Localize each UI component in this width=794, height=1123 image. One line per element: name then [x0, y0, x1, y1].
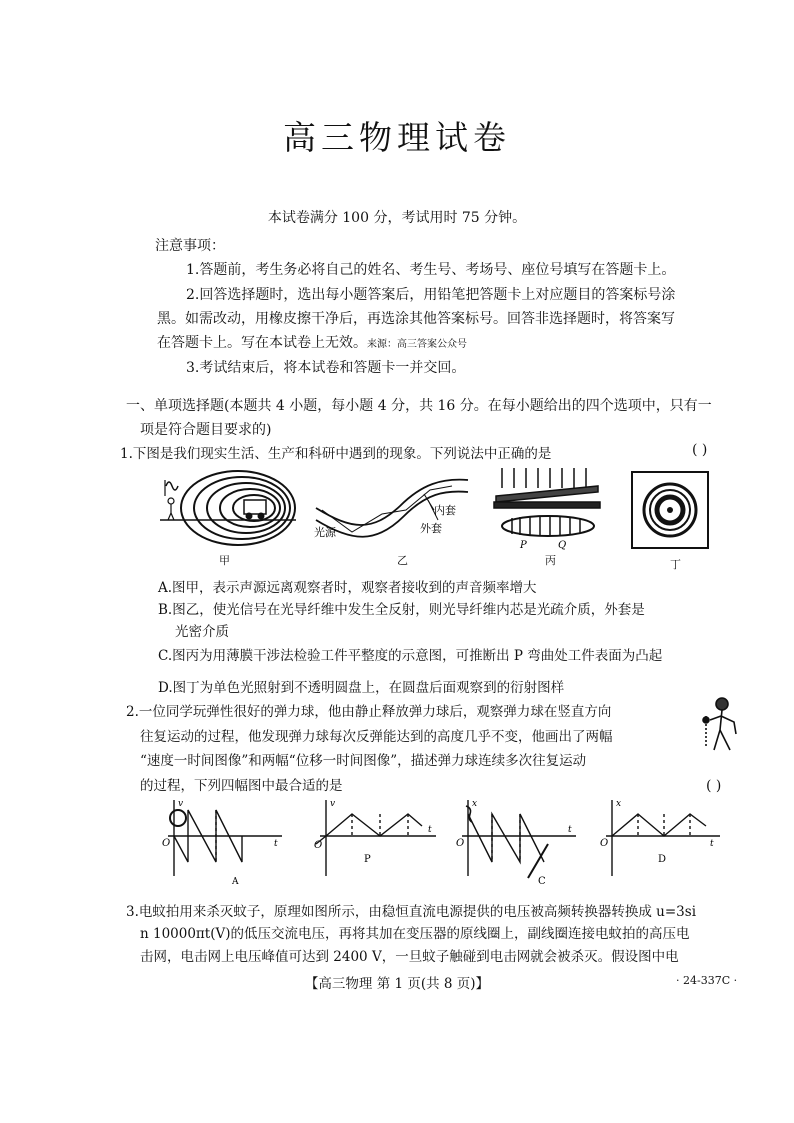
notes-item-1: 1.答题前，考生务必将自己的姓名、考生号、考场号、座位号填写在答题卡上。	[186, 262, 676, 278]
q2-graph-c-axis: x	[472, 799, 478, 809]
q2-graph-b	[312, 796, 442, 886]
q2-line-4: 的过程，下列四幅图中最合适的是	[140, 778, 343, 794]
q3-line-2: n 10000πt(V)的低压交流电压，再将其加在变压器的原线圈上，副线圈连接电蚊拍的高压电	[140, 926, 690, 942]
q2-person-figure	[700, 694, 744, 754]
q1-answer-paren: ( )	[692, 442, 708, 458]
notes-heading: 注意事项：	[155, 238, 225, 254]
q2-graph-d-origin: O	[600, 838, 609, 849]
section-1-line-2: 项是符合题目要求的)	[140, 422, 272, 438]
q2-graph-c-t: t	[568, 825, 572, 835]
q2-graph-a	[158, 796, 288, 886]
q1-option-d: D.图丁为单色光照射到不透明圆盘上，在圆盘后面观察到的衍射图样	[158, 680, 565, 696]
q1-figure-yi	[312, 470, 472, 550]
q1-fig-yi-source: 光源	[314, 526, 336, 539]
q2-graph-b-label: P	[364, 854, 371, 865]
q1-label-ding: 丁	[670, 558, 681, 571]
q2-graph-b-origin: O	[314, 840, 323, 851]
q2-graph-d-t: t	[710, 839, 714, 849]
notes-item-2-line-2: 黑。如需改动，用橡皮擦干净后，再选涂其他答案标号。回答非选择题时，将答案写	[157, 311, 675, 327]
q1-option-a: A.图甲，表示声源远离观察者时，观察者接收到的声音频率增大	[158, 580, 537, 596]
notes-item-3: 3.考试结束后，将本试卷和答题卡一并交回。	[186, 360, 466, 376]
q1-stem: 1.下图是我们现实生活、生产和科研中遇到的现象。下列说法中正确的是	[120, 446, 552, 462]
q2-graph-c	[452, 796, 582, 886]
q1-option-c: C.图丙为用薄膜干涉法检验工件平整度的示意图，可推断出 P 弯曲处工件表面为凸起	[158, 648, 663, 664]
q1-option-b-line-1: B.图乙，使光信号在光导纤维中发生全反射，则光导纤维内芯是光疏介质，外套是	[158, 602, 645, 618]
notes-source: 来源：高三答案公众号	[367, 339, 467, 350]
q1-fig-yi-outer: 外套	[420, 522, 442, 535]
notes-item-2-line-1: 2.回答选择题时，选出每小题答案后，用铅笔把答题卡上对应题目的答案标号涂	[186, 287, 676, 303]
q2-graph-b-t: t	[428, 825, 432, 835]
exam-info: 本试卷满分 100 分，考试用时 75 分钟。	[267, 210, 527, 226]
q1-figure-bing	[490, 466, 604, 550]
paper-code: · 24-337C ·	[676, 974, 738, 987]
q2-line-3: “速度一时间图像”和两幅“位移一时间图像”，描述弹力球连续多次往复运动	[140, 753, 587, 769]
page-footer: 【高三物理 第 1 页(共 8 页)】	[304, 976, 490, 992]
q1-fig-bing-q: Q	[558, 540, 567, 550]
q2-graph-d	[596, 796, 726, 886]
q1-fig-yi-inner: 内套	[434, 504, 456, 517]
q2-line-2: 往复运动的过程，他发现弹力球每次反弹能达到的高度几乎不变，他画出了两幅	[140, 729, 613, 745]
notes-item-2-line-3	[157, 332, 467, 352]
q2-graph-c-label: C	[538, 876, 546, 886]
q1-label-bing: 丙	[545, 554, 556, 567]
q2-graph-d-label: D	[658, 854, 667, 865]
q1-label-yi: 乙	[397, 554, 408, 567]
q1-option-b-line-2: 光密介质	[175, 624, 229, 640]
q3-line-1: 3.电蚊拍用来杀灭蚊子，原理如图所示，由稳恒直流电源提供的电压被高频转换器转换成 u=3si	[126, 904, 697, 920]
q2-graph-d-axis: x	[616, 799, 622, 809]
q1-fig-bing-p: P	[520, 540, 527, 550]
exam-title: 高三物理试卷	[283, 118, 511, 157]
q3-line-3: 击网，电击网上电压峰值可达到 2400 V，一旦蚊子触碰到电击网就会被杀灭。假设图中电	[140, 949, 679, 965]
section-1-line-1: 一、单项选择题(本题共 4 小题，每小题 4 分，共 16 分。在每小题给出的四个选项中，只有一	[126, 398, 712, 414]
q1-figure-ding	[630, 470, 710, 550]
q2-graph-a-axis: v	[178, 799, 184, 809]
q1-figure-jia	[158, 468, 298, 552]
q1-label-jia: 甲	[219, 554, 230, 567]
q2-line-1: 2.一位同学玩弹性很好的弹力球，他由静止释放弹力球后，观察弹力球在竖直方向	[126, 704, 612, 720]
q2-answer-paren: ( )	[706, 778, 722, 794]
q2-graph-a-origin: O	[162, 838, 171, 849]
q2-graph-b-axis: v	[330, 799, 336, 809]
q2-graph-c-origin: O	[456, 838, 465, 849]
q2-graph-a-label: A	[232, 877, 239, 886]
notes-item-2-text: 在答题卡上。写在本试卷上无效。	[157, 335, 367, 351]
q2-graph-a-t: t	[274, 839, 278, 849]
